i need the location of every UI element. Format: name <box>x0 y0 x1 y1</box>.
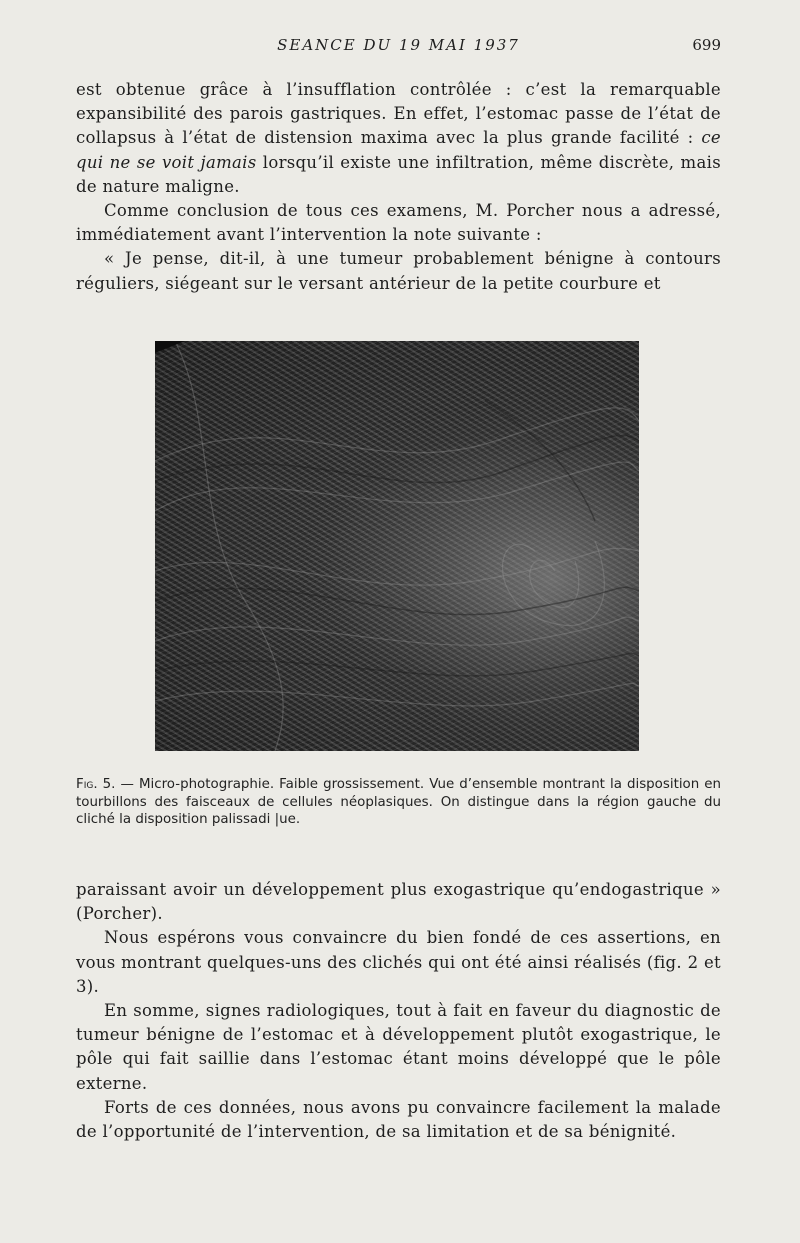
paragraph-images: Nous espérons vous convaincre du bien fondé de ces assertions, en vous montrant quelques-uns des clichés qui ont été ainsi réalisés (fig. 2 et 3). <box>76 928 721 996</box>
caption-text: — Micro-photographie. Faible grossissement. Vue d’ensemble montrant la disposition en tourbillons des faisceaux de cellules néoplasiques. On distingue dans la région gauche du cliché la disposition palissadi |ue. <box>76 777 722 827</box>
running-header <box>76 36 721 60</box>
micrograph-texture <box>155 341 639 751</box>
figure-caption <box>76 776 721 829</box>
paragraph-quote: « Je pense, dit-il, à une tumeur probablement bénigne à contours réguliers, siégeant sur le versant antérieur de la petite courbure et <box>76 249 721 293</box>
paragraph-continuation <box>76 78 721 199</box>
paragraph-text: lorsqu’il existe une infiltration, même discrète, mais de nature maligne. <box>76 152 721 196</box>
paragraph-conclusion: Comme conclusion de tous ces examens, M. Porcher nous a adressé, immédiatement avant l’intervention la note suivante : <box>76 201 721 245</box>
running-title: SEANCE DU 19 MAI 1937 <box>277 36 520 54</box>
page-number: 699 <box>692 36 721 54</box>
top-text-block <box>76 78 721 296</box>
micrograph-figure <box>155 341 639 751</box>
paragraph-intervention: Forts de ces données, nous avons pu convaincre facilement la malade de l’opportunité de l’intervention, de sa limitation et de sa bénignité. <box>76 1097 721 1142</box>
paragraph-quote-end: paraissant avoir un développement plus exogastrique qu’endogastrique » (Porcher). <box>76 880 721 924</box>
bottom-text-block <box>76 878 721 1144</box>
paragraph-text: est obtenue grâce à l’insufflation contrôlée : c’est la remarquable expansibilité des parois gastriques. En effet, l’estomac passe de l’état de collapsus à l’état de distension maxima avec la plus grande facilité : <box>76 80 721 148</box>
paragraph-summary: En somme, signes radiologiques, tout à fait en faveur du diagnostic de tumeur bénigne de l’estomac et à développement plutôt exogastrique, le pôle qui fait saillie dans l’estomac étant moins développé que le pôle externe. <box>76 1001 721 1093</box>
emphasized-text: ce qui ne se voit jamais <box>76 128 721 172</box>
figure-label: Fig. 5. <box>76 777 116 792</box>
